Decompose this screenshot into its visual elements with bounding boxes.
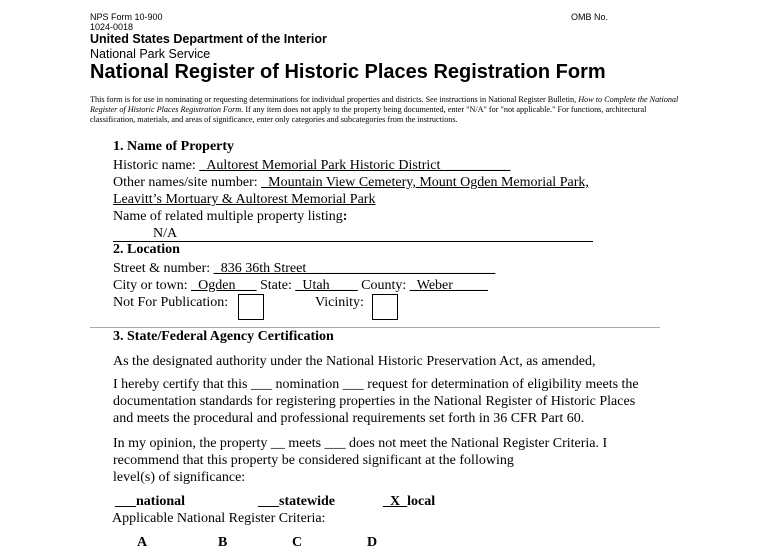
does-not-meet-option[interactable]: ___ does not meet the National Register Criteria. I <box>321 436 608 451</box>
related-listing-colon: : <box>342 209 348 224</box>
level-local-mark: _X_ <box>383 494 408 509</box>
city-state-county-row <box>113 277 488 294</box>
form-number-text: NPS Form 10-900 <box>90 12 163 22</box>
level-local-label: local <box>407 494 436 509</box>
form-number <box>90 12 163 32</box>
level-national[interactable]: ___national <box>115 494 186 509</box>
related-listing-label: Name of related multiple property listing <box>113 209 343 224</box>
not-for-publication-label: Not For Publication: <box>113 295 229 310</box>
criterion-d[interactable]: D <box>367 535 378 550</box>
related-listing-field[interactable]: N/A <box>153 226 178 241</box>
page-title: National Register of Historic Places Registration Form <box>90 61 606 83</box>
related-listing-underline <box>113 241 593 242</box>
certification-para-2-line-3: and meets the procedural and professional requirements set forth in 36 CFR Part 60. <box>113 411 585 426</box>
street-label: Street & number: <box>113 261 214 276</box>
department-name: United States Department of the Interior <box>90 32 327 46</box>
county-field[interactable]: _Weber_____ <box>409 278 488 293</box>
certification-para-2-line-2: documentation standards for registering properties in the National Register of Historic Places <box>113 394 636 409</box>
opinion-line-1 <box>113 435 607 452</box>
state-field[interactable]: _Utah____ <box>295 278 358 293</box>
section-3-heading: 3. State/Federal Agency Certification <box>113 329 334 344</box>
other-names-row <box>113 174 589 191</box>
instructions-part1: This form is for use in nominating or requesting determinations for individual properties and districts. See instructions in National Register Bulletin, <box>90 95 579 104</box>
section-divider <box>90 327 660 328</box>
historic-name-row <box>113 157 510 174</box>
historic-name-label: Historic name: <box>113 158 200 173</box>
meets-option[interactable]: _ meets <box>277 436 322 451</box>
level-local[interactable] <box>383 493 435 510</box>
instructions <box>90 95 682 125</box>
form-code-text: 1024-0018 <box>90 22 134 32</box>
criterion-c[interactable]: C <box>292 535 303 550</box>
state-label: State: <box>256 278 296 293</box>
omb-number: OMB No. <box>571 12 609 22</box>
not-for-publication-checkbox[interactable] <box>238 294 264 320</box>
vicinity-label: Vicinity: <box>315 295 364 310</box>
county-label: County: <box>357 278 410 293</box>
city-label: City or town: <box>113 278 192 293</box>
section-2-heading: 2. Location <box>113 242 180 257</box>
instructions-part2: If any item does not apply to the property being documented, enter "N/A" for "not applicable." For functions, architectural classification, materials, and areas of significance, enter only categories and subcategories from the instructions. <box>90 105 647 124</box>
opinion-line-3: level(s) of significance: <box>113 470 246 485</box>
certification-para-2-line-1: I hereby certify that this ___ nomination ___ request for determination of eligibility meets the <box>113 377 639 392</box>
level-statewide[interactable]: ___statewide <box>258 494 335 509</box>
historic-name-field[interactable]: _Aultorest Memorial Park Historic District__________ <box>199 158 511 173</box>
criterion-b[interactable]: B <box>218 535 228 550</box>
street-field[interactable]: _836 36th Street___________________________ <box>213 261 496 276</box>
section-1-heading: 1. Name of Property <box>113 139 235 154</box>
related-listing-row <box>113 208 347 225</box>
vicinity-checkbox[interactable] <box>372 294 398 320</box>
city-field[interactable]: _Ogden___ <box>191 278 257 293</box>
opinion-prefix: In my opinion, the property _ <box>113 436 278 451</box>
criterion-a[interactable]: A <box>137 535 148 550</box>
certification-para-1: As the designated authority under the National Historic Preservation Act, as amended, <box>113 354 596 369</box>
other-names-field-line2[interactable]: Leavitt’s Mortuary & Aultorest Memorial Park <box>113 192 376 207</box>
opinion-line-2: recommend that this property be considered significant at the following <box>113 453 514 468</box>
criteria-label: Applicable National Register Criteria: <box>112 511 326 526</box>
other-names-field[interactable]: _Mountain View Cemetery, Mount Ogden Memorial Park, <box>261 175 589 190</box>
service-name: National Park Service <box>90 47 211 61</box>
street-row <box>113 260 495 277</box>
bulletin-title: How to Complete the National Register of Historic Places Registration Form. <box>90 95 679 114</box>
other-names-label: Other names/site number: <box>113 175 262 190</box>
